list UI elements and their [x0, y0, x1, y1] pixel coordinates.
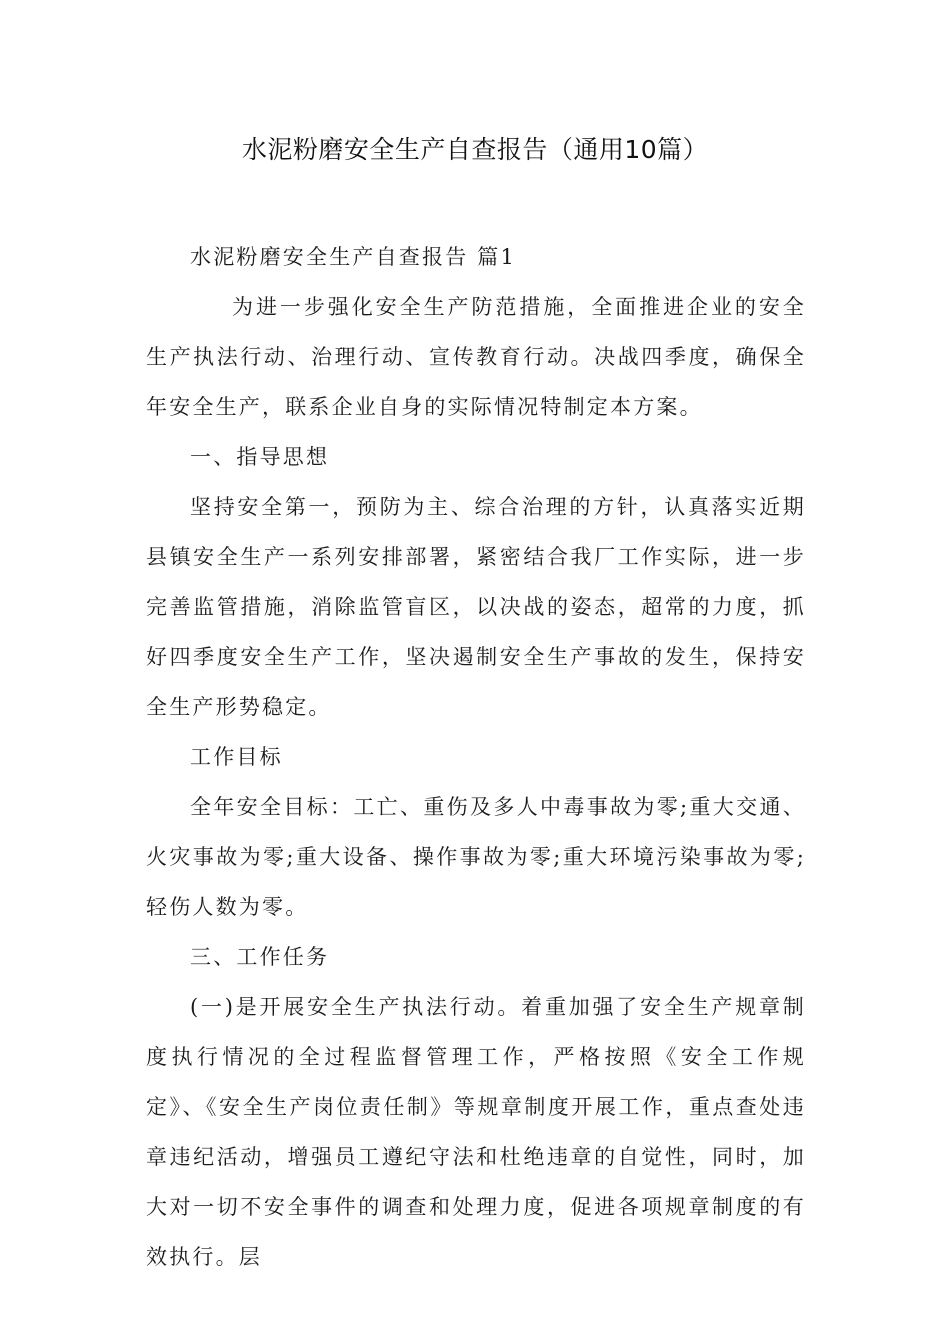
paragraph-intro: 为进一步强化安全生产防范措施，全面推进企业的安全生产执法行动、治理行动、宣传教育行动。决战四季度，确保全年安全生产，联系企业自身的实际情况特制定本方案。 — [146, 295, 806, 419]
document-title: 水泥粉磨安全生产自查报告（通用10篇） — [241, 135, 709, 164]
heading-guiding-ideology: 一、指导思想 — [190, 445, 330, 469]
paragraph-work-goals: 全年安全目标：工亡、重伤及多人中毒事故为零;重大交通、火灾事故为零;重大设备、操作事故为零;重大环境污染事故为零;轻伤人数为零。 — [146, 795, 806, 919]
heading-work-goals: 工作目标 — [190, 745, 283, 769]
paragraph-task-one: (一)是开展安全生产执法行动。着重加强了安全生产规章制度执行情况的全过程监督管理工作，严格按照《安全工作规定》、《安全生产岗位责任制》等规章制度开展工作，重点查处违章违纪活动，增强员工遵纪守法和杜绝违章的自觉性，同时，加大对一切不安全事件的调查和处理力度，促进各项规章制度的有效执行。层 — [146, 995, 806, 1269]
paragraph-guiding-ideology: 坚持安全第一，预防为主、综合治理的方针，认真落实近期县镇安全生产一系列安排部署，紧密结合我厂工作实际，进一步完善监管措施，消除监管盲区，以决战的姿态，超常的力度，抓好四季度安全生产工作，坚决遏制安全生产事故的发生，保持安全生产形势稳定。 — [146, 495, 806, 719]
document-body — [146, 232, 806, 1282]
section-heading: 水泥粉磨安全生产自查报告 篇1 — [190, 245, 517, 269]
heading-work-tasks: 三、工作任务 — [190, 945, 330, 969]
